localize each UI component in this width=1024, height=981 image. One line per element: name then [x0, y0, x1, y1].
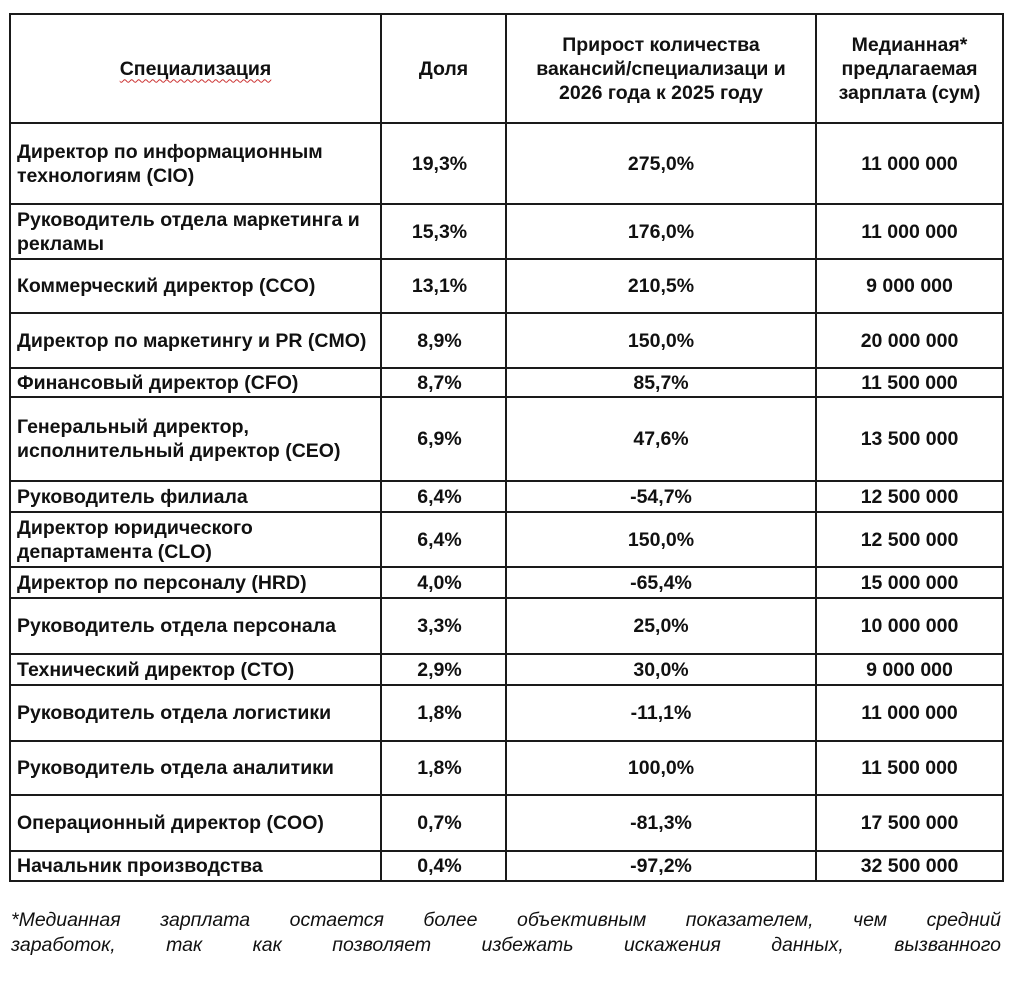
- specialization-cell: Генеральный директор, исполнительный директор (CEO): [10, 397, 381, 481]
- header-growth: Прирост количества вакансий/специализаци и 2026 года к 2025 году: [506, 14, 816, 123]
- salary-cell: 11 000 000: [816, 204, 1003, 259]
- table-row: [10, 481, 1003, 512]
- specialization-cell: Руководитель отдела персонала: [10, 598, 381, 654]
- share-cell: 1,8%: [381, 741, 506, 795]
- share-cell: 0,7%: [381, 795, 506, 851]
- table-row: [10, 741, 1003, 795]
- share-cell: 13,1%: [381, 259, 506, 313]
- specialization-cell: Руководитель отдела аналитики: [10, 741, 381, 795]
- salary-cell: 32 500 000: [816, 851, 1003, 881]
- growth-cell: 30,0%: [506, 654, 816, 685]
- salary-cell: 11 000 000: [816, 123, 1003, 204]
- share-cell: 6,9%: [381, 397, 506, 481]
- table-row: [10, 397, 1003, 481]
- table-row: [10, 598, 1003, 654]
- table-row: [10, 123, 1003, 204]
- header-share: Доля: [381, 14, 506, 123]
- salary-cell: 10 000 000: [816, 598, 1003, 654]
- header-specialization: [10, 14, 381, 123]
- specialization-cell: Руководитель отдела логистики: [10, 685, 381, 741]
- specialization-cell: Директор по персоналу (HRD): [10, 567, 381, 598]
- growth-cell: 100,0%: [506, 741, 816, 795]
- share-cell: 19,3%: [381, 123, 506, 204]
- salary-cell: 11 500 000: [816, 741, 1003, 795]
- footnote: [11, 908, 1001, 958]
- salary-cell: 9 000 000: [816, 654, 1003, 685]
- growth-cell: -11,1%: [506, 685, 816, 741]
- salary-cell: 13 500 000: [816, 397, 1003, 481]
- growth-cell: 85,7%: [506, 368, 816, 397]
- salary-cell: 12 500 000: [816, 512, 1003, 567]
- header-specialization-label: Специализация: [119, 57, 272, 80]
- share-cell: 15,3%: [381, 204, 506, 259]
- specialization-cell: Операционный директор (COO): [10, 795, 381, 851]
- specialization-cell: Директор по маркетингу и PR (CMO): [10, 313, 381, 368]
- share-cell: 4,0%: [381, 567, 506, 598]
- table-row: [10, 851, 1003, 881]
- specialization-cell: Финансовый директор (CFO): [10, 368, 381, 397]
- specialization-cell: Директор по информационным технологиям (CIO): [10, 123, 381, 204]
- share-cell: 6,4%: [381, 512, 506, 567]
- growth-cell: 150,0%: [506, 512, 816, 567]
- salary-cell: 11 500 000: [816, 368, 1003, 397]
- table-row: [10, 567, 1003, 598]
- growth-cell: 47,6%: [506, 397, 816, 481]
- specialization-cell: Руководитель отдела маркетинга и рекламы: [10, 204, 381, 259]
- table-header-row: [10, 14, 1003, 123]
- share-cell: 0,4%: [381, 851, 506, 881]
- salary-cell: 20 000 000: [816, 313, 1003, 368]
- share-cell: 8,7%: [381, 368, 506, 397]
- specialization-cell: Коммерческий директор (CCO): [10, 259, 381, 313]
- salary-cell: 17 500 000: [816, 795, 1003, 851]
- table-row: [10, 654, 1003, 685]
- salary-cell: 12 500 000: [816, 481, 1003, 512]
- specialization-cell: Технический директор (CTO): [10, 654, 381, 685]
- table-row: [10, 795, 1003, 851]
- specialization-cell: Директор юридического департамента (CLO): [10, 512, 381, 567]
- growth-cell: -54,7%: [506, 481, 816, 512]
- specialization-cell: Начальник производства: [10, 851, 381, 881]
- table-row: [10, 512, 1003, 567]
- growth-cell: 25,0%: [506, 598, 816, 654]
- table-row: [10, 313, 1003, 368]
- vacancies-table: [9, 13, 1004, 882]
- salary-cell: 15 000 000: [816, 567, 1003, 598]
- specialization-cell: Руководитель филиала: [10, 481, 381, 512]
- header-salary: Медианная* предлагаемая зарплата (сум): [816, 14, 1003, 123]
- growth-cell: -81,3%: [506, 795, 816, 851]
- table-row: [10, 685, 1003, 741]
- share-cell: 2,9%: [381, 654, 506, 685]
- growth-cell: -65,4%: [506, 567, 816, 598]
- footnote-line-2: заработок, так как позволяет избежать искажения данных, вызванного: [11, 934, 1001, 956]
- salary-cell: 11 000 000: [816, 685, 1003, 741]
- growth-cell: -97,2%: [506, 851, 816, 881]
- table-row: [10, 204, 1003, 259]
- share-cell: 1,8%: [381, 685, 506, 741]
- share-cell: 3,3%: [381, 598, 506, 654]
- table-body: [10, 123, 1003, 881]
- share-cell: 6,4%: [381, 481, 506, 512]
- growth-cell: 176,0%: [506, 204, 816, 259]
- growth-cell: 150,0%: [506, 313, 816, 368]
- growth-cell: 275,0%: [506, 123, 816, 204]
- salary-cell: 9 000 000: [816, 259, 1003, 313]
- table-row: [10, 368, 1003, 397]
- share-cell: 8,9%: [381, 313, 506, 368]
- table-row: [10, 259, 1003, 313]
- growth-cell: 210,5%: [506, 259, 816, 313]
- footnote-line-1: *Медианная зарплата остается более объективным показателем, чем средний: [11, 909, 1001, 931]
